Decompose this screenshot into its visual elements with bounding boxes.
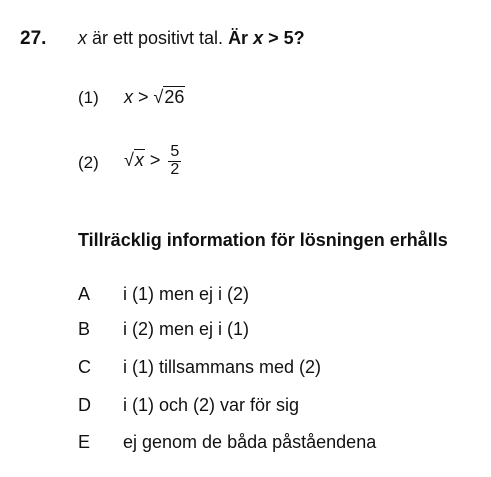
option-e-letter: E [78, 432, 91, 452]
stem-question-variable: x [253, 28, 264, 48]
fraction-numerator: 5 [170, 143, 180, 160]
statement-1-radicand: 26 [164, 87, 185, 107]
option-a-text: i (1) men ej i (2) [123, 284, 250, 304]
question-number: 27. [20, 28, 47, 49]
option-d-letter: D [78, 395, 91, 415]
option-c-text: i (1) tillsammans med (2) [123, 357, 322, 377]
statement-2-label: (2) [78, 153, 99, 172]
statement-1-expression [124, 86, 185, 108]
statement-1-operator: > [133, 87, 154, 107]
options-heading: Tillräcklig information för lösningen erhålls [78, 230, 448, 250]
statement-2-expression [124, 144, 181, 179]
statement-2-operator: > [144, 150, 166, 171]
stem-variable: x [78, 28, 87, 48]
option-e-text: ej genom de båda påståendena [123, 432, 377, 452]
statement-2-fraction [168, 144, 181, 179]
option-c-letter: C [78, 357, 91, 377]
fraction-denominator: 2 [170, 160, 180, 178]
statement-1-label: (1) [78, 88, 99, 107]
question-stem [78, 28, 305, 49]
statement-2-sqrt [124, 149, 145, 171]
option-b-letter: B [78, 319, 91, 339]
statement-1-sqrt [154, 86, 186, 108]
stem-text: är ett positivt tal. [87, 28, 229, 48]
statement-1-lhs: x [124, 87, 133, 107]
radical-sign-icon: √ [124, 150, 134, 171]
stem-question-tail: > 5? [263, 28, 305, 48]
option-a-letter: A [78, 284, 91, 304]
radical-sign-icon: √ [153, 87, 164, 107]
statement-2-radicand: x [134, 150, 144, 171]
stem-question-lead: Är [228, 28, 254, 48]
option-b-text: i (2) men ej i (1) [123, 319, 250, 339]
option-d-text: i (1) och (2) var för sig [123, 395, 300, 415]
